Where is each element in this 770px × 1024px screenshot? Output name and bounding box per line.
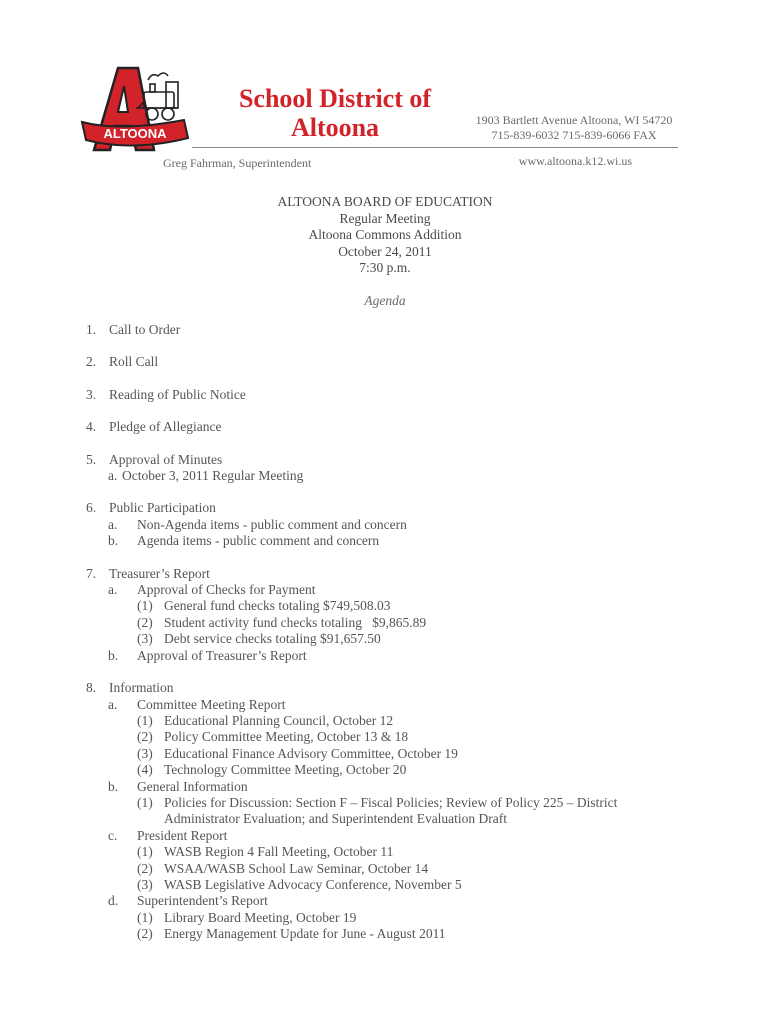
sub-sub-text: Technology Committee Meeting, October 20: [164, 762, 407, 778]
sub-sub-text: WSAA/WASB School Law Seminar, October 14: [164, 860, 429, 876]
sub-sub-number: (3): [137, 631, 153, 647]
sub-item: [86, 468, 686, 484]
sub-letter: a.: [108, 696, 118, 712]
sub-sub-number: (2): [137, 926, 153, 942]
item-text: Pledge of Allegiance: [109, 419, 222, 435]
sub-letter: a.: [108, 468, 118, 484]
sub-sub-item: [86, 762, 686, 778]
sub-sub-text: Educational Finance Advisory Committee, October 19: [164, 745, 458, 761]
agenda-item: [86, 322, 686, 338]
sub-sub-text: Library Board Meeting, October 19: [164, 909, 357, 925]
sub-sub-number: (2): [137, 860, 153, 876]
district-name-line1: School District of: [238, 84, 432, 113]
sub-sub-number: (1): [137, 844, 153, 860]
sub-item: [86, 533, 686, 549]
sub-text: President Report: [137, 827, 228, 843]
sub-sub-text: Student activity fund checks totaling $9,865.89: [164, 614, 427, 630]
sub-sub-text: General fund checks totaling $749,508.03: [164, 598, 391, 614]
item-text: Reading of Public Notice: [109, 386, 246, 402]
phone-numbers: 715-839-6032 715-839-6066 FAX: [491, 128, 657, 142]
item-text: Call to Order: [109, 322, 181, 337]
meeting-location: Altoona Commons Addition: [308, 227, 462, 242]
sub-sub-item: [86, 729, 686, 745]
sub-letter: d.: [108, 893, 119, 909]
sub-sub-text: Educational Planning Council, October 12: [164, 712, 394, 728]
agenda-item: [86, 419, 686, 435]
sub-sub-number: (3): [137, 745, 153, 761]
sub-sub-item: [86, 910, 686, 926]
agenda-item: [86, 566, 686, 664]
sub-sub-text: Policy Committee Meeting, October 13 & 18: [164, 729, 409, 745]
sub-sub-item: [86, 861, 686, 877]
sub-letter: b.: [108, 647, 119, 663]
item-number: 8.: [86, 680, 97, 696]
item-number: 6.: [86, 500, 97, 516]
sub-letter: b.: [108, 778, 119, 794]
sub-sub-number: (4): [137, 762, 153, 778]
sub-sub-text: WASB Legislative Advocacy Conference, November 5: [164, 876, 462, 892]
sub-item: [86, 648, 686, 664]
sub-sub-item: [86, 926, 686, 942]
meeting-time: 7:30 p.m.: [359, 260, 411, 275]
sub-item: [86, 828, 686, 844]
item-number: 5.: [86, 451, 97, 467]
sub-item: [86, 893, 686, 909]
sub-text: October 3, 2011 Regular Meeting: [122, 468, 304, 484]
item-number: 3.: [86, 386, 97, 402]
sub-sub-number: (2): [137, 614, 153, 630]
logo-text: ALTOONA: [103, 126, 167, 141]
sub-text: Approval of Checks for Payment: [137, 582, 316, 598]
sub-sub-number: (2): [137, 729, 153, 745]
district-logo-icon: [80, 62, 192, 160]
sub-sub-continuation: Administrator Evaluation; and Superintendent Evaluation Draft: [164, 811, 508, 827]
agenda-heading: Agenda: [364, 292, 406, 308]
agenda-item: [86, 354, 686, 370]
sub-letter: a.: [108, 582, 118, 598]
sub-sub-item: [86, 631, 686, 647]
sub-sub-text: WASB Region 4 Fall Meeting, October 11: [164, 844, 394, 860]
item-number: 1.: [86, 322, 97, 337]
street-address: 1903 Bartlett Avenue Altoona, WI 54720: [475, 113, 673, 127]
item-number: 4.: [86, 419, 97, 435]
board-name: ALTOONA BOARD OF EDUCATION: [277, 194, 493, 209]
sub-text: Approval of Treasurer’s Report: [137, 647, 307, 663]
district-name: [200, 84, 470, 142]
agenda-item: [86, 500, 686, 549]
item-text: Public Participation: [109, 500, 216, 516]
sub-sub-number: (1): [137, 598, 153, 614]
sub-text: General Information: [137, 778, 248, 794]
sub-sub-item: [86, 844, 686, 860]
item-text: Information: [109, 680, 174, 696]
district-name-line2: Altoona: [290, 113, 380, 142]
sub-letter: c.: [108, 827, 118, 843]
sub-text: Non-Agenda items - public comment and concern: [137, 516, 407, 532]
sub-item: [86, 582, 686, 598]
sub-text: Superintendent’s Report: [137, 893, 268, 909]
sub-sub-item: [86, 713, 686, 729]
sub-sub-number: (1): [137, 712, 153, 728]
agenda-item: [86, 387, 686, 403]
sub-sub-item: [86, 598, 686, 614]
meeting-date: October 24, 2011: [338, 243, 432, 259]
meeting-header: [0, 194, 770, 309]
sub-text: Committee Meeting Report: [137, 696, 286, 712]
agenda-item: [86, 452, 686, 485]
item-text: Approval of Minutes: [109, 451, 223, 467]
sub-sub-number: (1): [137, 909, 153, 925]
sub-text: Agenda items - public comment and concern: [137, 533, 380, 549]
item-text: Treasurer’s Report: [109, 565, 210, 581]
sub-sub-item: [86, 746, 686, 762]
agenda-list: [86, 322, 686, 959]
item-number: 2.: [86, 354, 97, 370]
sub-item: [86, 697, 686, 713]
sub-sub-item: [86, 795, 686, 811]
sub-sub-item: [86, 615, 686, 631]
sub-item: [86, 517, 686, 533]
sub-sub-text: Energy Management Update for June - August 2011: [164, 926, 446, 942]
district-address: [470, 113, 678, 143]
superintendent-name: Greg Fahrman, Superintendent: [163, 156, 312, 170]
sub-letter: a.: [108, 516, 118, 532]
item-text: Roll Call: [109, 354, 159, 370]
sub-item: [86, 779, 686, 795]
sub-sub-number: (1): [137, 794, 153, 810]
sub-sub-number: (3): [137, 876, 153, 892]
sub-sub-item: [86, 877, 686, 893]
sub-letter: b.: [108, 533, 119, 549]
sub-sub-text: Debt service checks totaling $91,657.50: [164, 631, 381, 647]
letterhead-divider: [192, 147, 678, 148]
item-number: 7.: [86, 565, 97, 581]
agenda-item: [86, 680, 686, 943]
sub-sub-text: Policies for Discussion: Section F – Fiscal Policies; Review of Policy 225 – District: [164, 794, 618, 810]
meeting-type: Regular Meeting: [339, 210, 431, 226]
district-website: www.altoona.k12.wi.us: [518, 154, 632, 168]
